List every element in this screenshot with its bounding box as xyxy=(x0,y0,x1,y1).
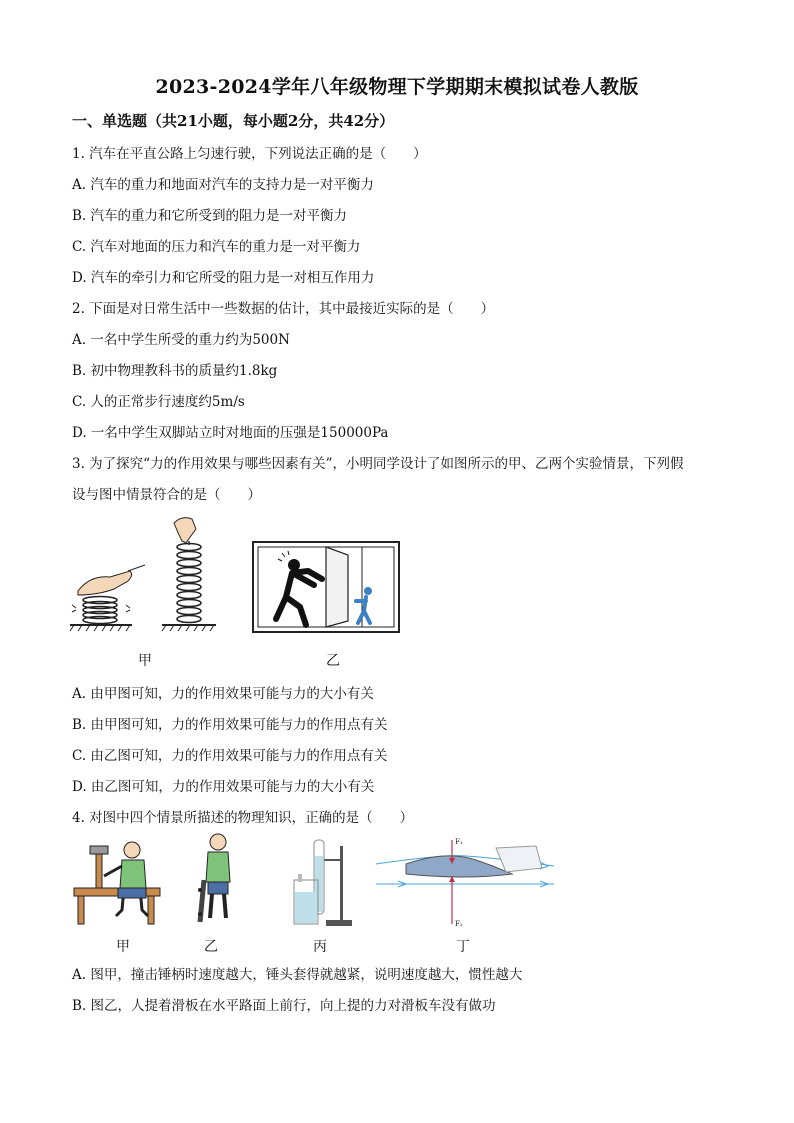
q1-option-c: C. 汽车对地面的压力和汽车的重力是一对平衡力 xyxy=(72,239,361,255)
q4-figure-yi-skateboard xyxy=(196,830,240,928)
q3-figure-jia-springs xyxy=(70,515,220,633)
q4-caption-jia: 甲 xyxy=(116,939,130,955)
q2-stem: 2. 下面是对日常生活中一些数据的估计，其中最接近实际的是（ ） xyxy=(72,301,495,317)
q4-caption-ding: 丁 xyxy=(456,939,470,955)
q3-figure-yi-door xyxy=(252,541,400,633)
q4-stem: 4. 对图中四个情景所描述的物理知识，正确的是（ ） xyxy=(72,810,414,826)
q4-figure-bing-tube xyxy=(290,836,354,928)
q1-stem: 1. 汽车在平直公路上匀速行驶，下列说法正确的是（ ） xyxy=(72,146,427,162)
q2-option-d: D. 一名中学生双脚站立时对地面的压强是150000Pa xyxy=(72,425,389,441)
q3-option-d: D. 由乙图可知，力的作用效果可能与力的大小有关 xyxy=(72,779,375,795)
q4-caption-bing: 丙 xyxy=(313,939,327,955)
q3-option-a: A. 由甲图可知，力的作用效果可能与力的大小有关 xyxy=(72,686,374,702)
q1-option-a: A. 汽车的重力和地面对汽车的支持力是一对平衡力 xyxy=(72,177,374,193)
q1-option-b: B. 汽车的重力和它所受到的阻力是一对平衡力 xyxy=(72,208,348,224)
q3-stem-line1: 3. 为了探究“力的作用效果与哪些因素有关”，小明同学设计了如图所示的甲、乙两个实验情景，下列假 xyxy=(72,456,684,472)
q4-option-b: B. 图乙，人提着滑板在水平路面上前行，向上提的力对滑板车没有做功 xyxy=(72,998,496,1014)
q3-caption-jia: 甲 xyxy=(138,653,152,669)
q4-force-label-f1: F₁ xyxy=(455,838,463,846)
page-title: 2023-2024学年八年级物理下学期期末模拟试卷人教版 xyxy=(155,76,639,98)
q2-option-b: B. 初中物理教科书的质量约1.8kg xyxy=(72,363,278,379)
q4-figure-ding-wing xyxy=(376,834,554,930)
q3-option-b: B. 由甲图可知，力的作用效果可能与力的作用点有关 xyxy=(72,717,388,733)
section-heading: 一、单选题（共21小题，每小题2分，共42分） xyxy=(72,112,395,130)
q4-figure-jia-hammer xyxy=(72,836,164,928)
q3-stem-line2: 设与图中情景符合的是（ ） xyxy=(72,487,261,503)
q3-option-c: C. 由乙图可知，力的作用效果可能与力的作用点有关 xyxy=(72,748,388,764)
q4-caption-yi: 乙 xyxy=(204,939,218,955)
q2-option-a: A. 一名中学生所受的重力约为500N xyxy=(72,332,290,348)
q3-caption-yi: 乙 xyxy=(326,653,340,669)
q4-option-a: A. 图甲，撞击锤柄时速度越大，锤头套得就越紧，说明速度越大，惯性越大 xyxy=(72,967,523,983)
q2-option-c: C. 人的正常步行速度约5m/s xyxy=(72,394,245,410)
q4-force-label-f2: F₂ xyxy=(455,920,463,928)
q1-option-d: D. 汽车的牵引力和它所受的阻力是一对相互作用力 xyxy=(72,270,375,286)
